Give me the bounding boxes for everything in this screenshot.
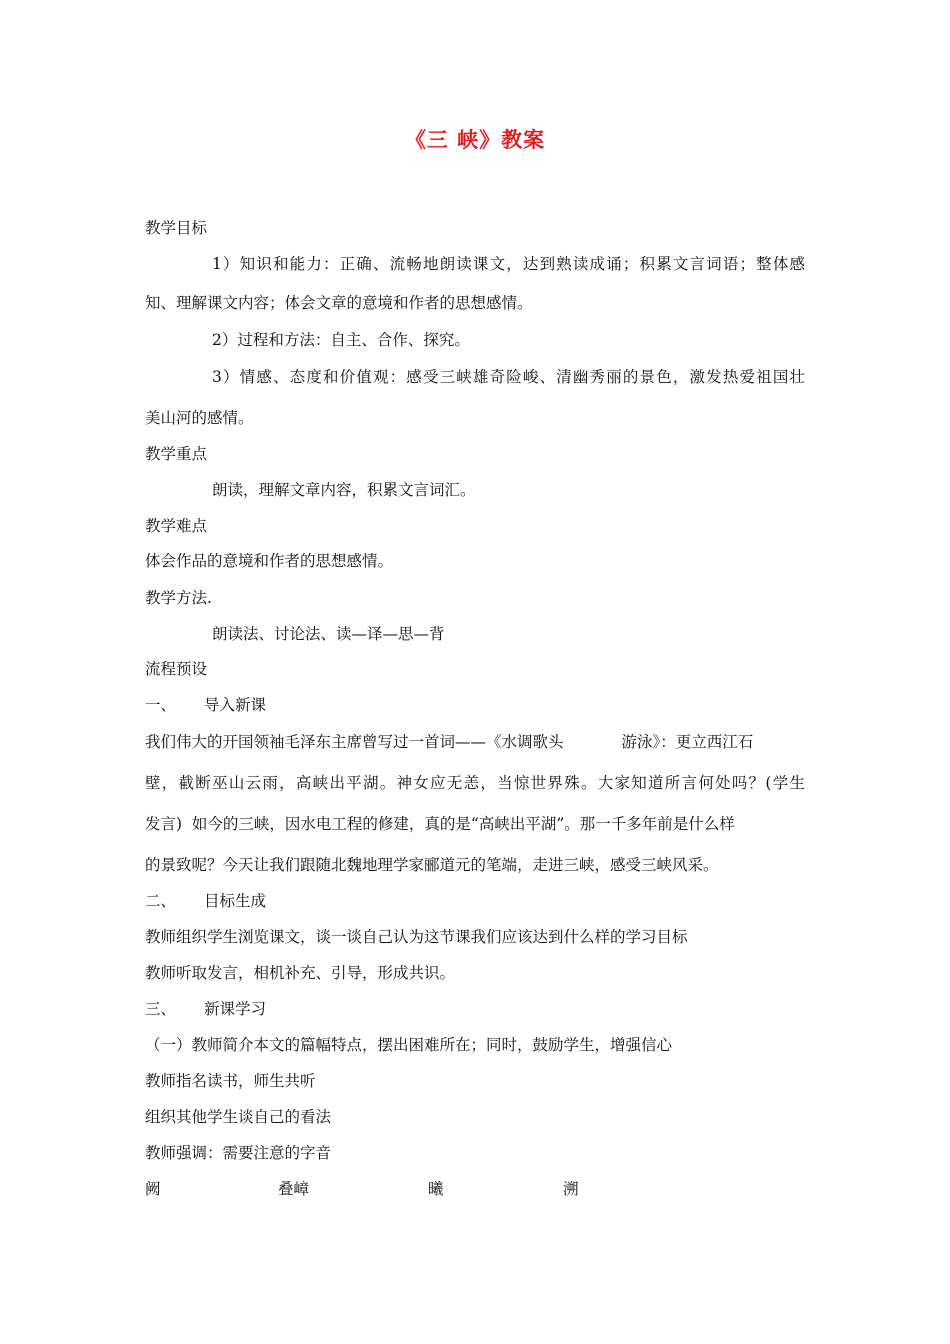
section-1-heading — [145, 695, 815, 715]
page-title: 《三 峡》教案 — [404, 127, 546, 152]
goal-2: 2）过程和方法：自主、合作、探究。 — [212, 331, 470, 349]
section-3-text-3: 组织其他学生谈自己的看法 — [145, 1108, 332, 1126]
section-1-title: 导入新课 — [204, 696, 267, 714]
section-2-text-2: 教师听取发言，相机补充、引导，形成共识。 — [145, 964, 456, 982]
section-3-text-4: 教师强调：需要注意的字音 — [145, 1144, 332, 1162]
section-2-text-1: 教师组织学生浏览课文，谈一谈自己认为这节课我们应该达到什么样的学习目标 — [145, 928, 688, 946]
section-1-number: 一、 — [145, 696, 177, 714]
difficulties-text: 体会作品的意境和作者的思想感情。 — [145, 552, 394, 570]
goal-1-line-2: 知、理解课文内容；体会文章的意境和作者的思想感情。 — [145, 294, 533, 312]
pronunciation-char: 溯 — [563, 1180, 579, 1198]
intro-line-1-part-a: 我们伟大的开国领袖毛泽东主席曾写过一首词——《水调歌头 — [145, 733, 564, 751]
pronunciation-char: 曦 — [428, 1180, 444, 1198]
section-2-number: 二、 — [145, 892, 177, 910]
heading-methods: 教学方法. — [145, 589, 212, 607]
pronunciation-char: 叠嶂 — [278, 1180, 310, 1198]
goal-3-line-1: 3）情感、态度和价值观：感受三峡雄奇险峻、清幽秀丽的景色，激发热爱祖国壮 — [212, 368, 805, 386]
methods-text: 朗读法、讨论法、读—译—思—背 — [212, 625, 445, 643]
intro-line-1-part-b: 游泳》：更立西江石 — [621, 733, 754, 751]
heading-process: 流程预设 — [145, 660, 208, 678]
section-3-text-1: （一）教师简介本文的篇幅特点，摆出困难所在；同时，鼓励学生，增强信心 — [145, 1036, 673, 1054]
heading-difficulties: 教学难点 — [145, 517, 208, 535]
heading-teaching-goals: 教学目标 — [145, 219, 208, 237]
goal-1-line-1: 1）知识和能力：正确、流畅地朗读课文，达到熟读成诵；积累文言词语；整体感 — [212, 255, 805, 273]
section-3-text-2: 教师指名读书，师生共听 — [145, 1072, 316, 1090]
section-2-heading — [145, 891, 815, 911]
intro-line-3: 发言) 如今的三峡，因水电工程的修建，真的是“高峡出平湖”。那一千多年前是什么样 — [145, 815, 735, 833]
section-2-title: 目标生成 — [204, 892, 267, 910]
heading-key-points: 教学重点 — [145, 445, 208, 463]
section-3-number: 三、 — [145, 1000, 177, 1018]
intro-line-1 — [145, 732, 815, 752]
goal-3-line-2: 美山河的感情。 — [145, 409, 254, 427]
section-3-title: 新课学习 — [204, 1000, 267, 1018]
pronunciation-char: 阙 — [145, 1180, 161, 1198]
intro-line-4: 的景致呢？今天让我们跟随北魏地理学家郦道元的笔端，走进三峡，感受三峡风采。 — [145, 856, 719, 874]
key-points-text: 朗读，理解文章内容，积累文言词汇。 — [212, 481, 476, 499]
intro-line-2: 壁，截断巫山云雨，高峡出平湖。神女应无恙，当惊世界殊。大家知道所言何处吗？(学生 — [145, 774, 805, 792]
section-3-heading — [145, 999, 815, 1019]
